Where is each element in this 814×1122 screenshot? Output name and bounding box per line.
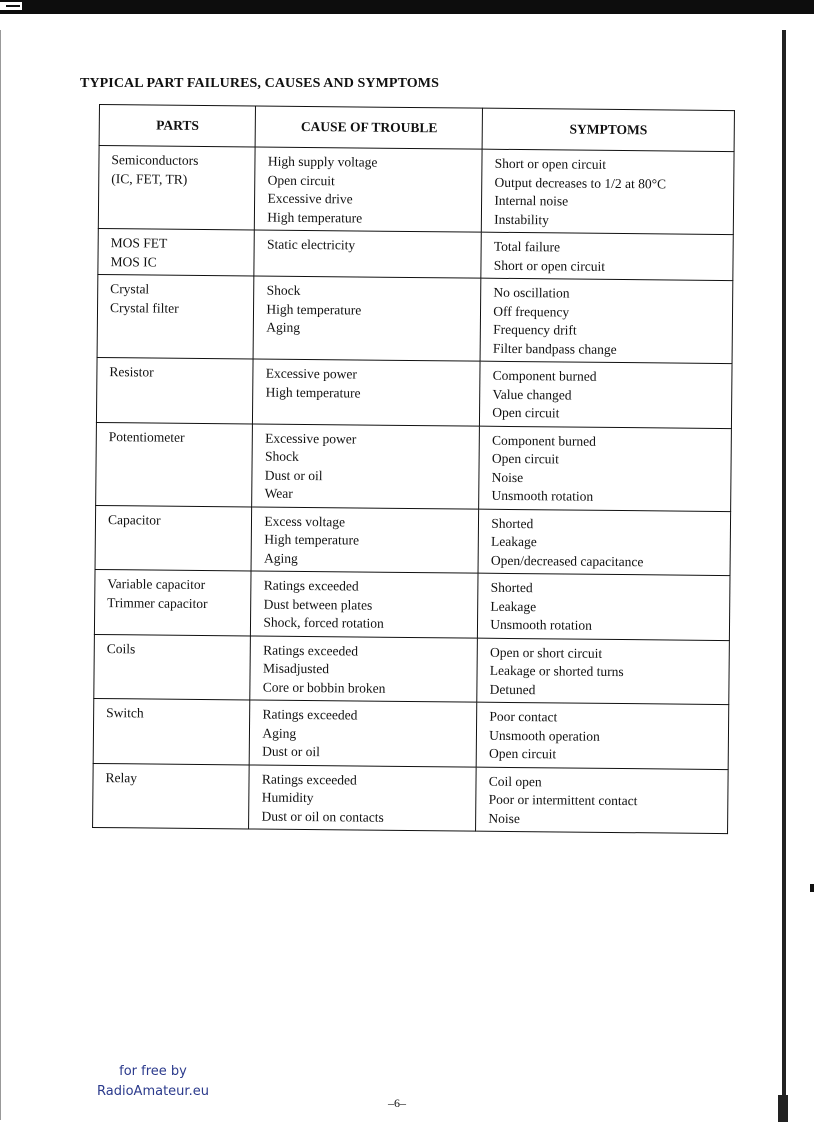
- symptom-line: Total failure: [493, 238, 561, 255]
- credit-link[interactable]: RadioAmateur.eu: [97, 1084, 209, 1099]
- cause-line: Dust or oil on contacts: [261, 808, 384, 825]
- cause-line: Dust between plates: [263, 596, 373, 613]
- cause-cell: [250, 635, 477, 702]
- part-line: Coils: [106, 640, 136, 656]
- scan-right-edge-foot: [778, 1095, 788, 1122]
- symptom-line: Shorted: [490, 579, 533, 596]
- symptom-line: Component burned: [491, 432, 597, 449]
- symptom-cell: [480, 278, 733, 363]
- symptom-line: Coil open: [488, 773, 542, 789]
- symptom-line: Short or open circuit: [493, 257, 606, 274]
- symptom-line: Component burned: [492, 367, 597, 384]
- part-line: Relay: [105, 769, 138, 785]
- symptom-cell: [478, 573, 730, 640]
- symptom-line: Open circuit: [491, 450, 560, 467]
- cause-line: Excess voltage: [264, 513, 346, 529]
- cause-line: High temperature: [264, 531, 360, 548]
- cause-cell: [255, 147, 483, 232]
- symptom-line: Output decreases to 1/2 at 80°C: [494, 174, 667, 191]
- scan-left-edge: [0, 30, 1, 1120]
- symptom-line: Unsmooth rotation: [491, 487, 594, 504]
- symptom-cell: [476, 767, 728, 834]
- cause-cell: [250, 700, 477, 767]
- cause-line: Dust or oil: [262, 743, 321, 760]
- failure-table: [92, 104, 735, 834]
- part-line: Switch: [106, 705, 144, 721]
- cause-line: High supply voltage: [267, 153, 378, 170]
- symptom-line: Leakage or shorted turns: [489, 662, 624, 680]
- cause-line: Shock, forced rotation: [263, 614, 384, 631]
- part-line: Potentiometer: [108, 428, 185, 445]
- footer-credit: [78, 1062, 228, 1102]
- header-symptoms: SYMPTOMS: [482, 108, 734, 151]
- cause-cell: [253, 359, 480, 426]
- symptom-line: Open circuit: [492, 404, 560, 421]
- cause-line: Humidity: [261, 789, 314, 806]
- scan-speck: [810, 884, 814, 892]
- credit-line-1: for free by: [119, 1064, 187, 1079]
- scan-top-border: [0, 0, 814, 14]
- part-cell: [98, 228, 255, 275]
- table-row: [96, 357, 732, 428]
- symptom-line: Open circuit: [488, 745, 557, 762]
- cause-line: Ratings exceeded: [262, 706, 358, 723]
- cause-line: Ratings exceeded: [261, 771, 357, 788]
- part-cell: [95, 505, 252, 571]
- symptom-line: Filter bandpass change: [492, 340, 617, 357]
- cause-line: Ratings exceeded: [263, 642, 359, 659]
- symptom-line: Shorted: [491, 515, 534, 531]
- part-line: Semiconductors: [111, 152, 199, 168]
- cause-cell: [254, 230, 481, 278]
- symptom-cell: [478, 509, 730, 576]
- table-header-row: [99, 105, 734, 152]
- symptom-line: Off frequency: [493, 303, 570, 320]
- part-cell: [94, 634, 251, 700]
- header-parts: PARTS: [99, 105, 256, 147]
- table-body: [93, 146, 735, 834]
- symptom-line: Value changed: [492, 386, 572, 403]
- cause-cell: [253, 276, 481, 361]
- cause-line: Wear: [264, 485, 293, 501]
- cause-line: High temperature: [265, 384, 361, 401]
- symptom-cell: [479, 426, 732, 511]
- table-row: [98, 228, 733, 280]
- table-row: [93, 763, 729, 834]
- table-row: [98, 146, 734, 235]
- symptom-cell: [476, 702, 728, 769]
- symptom-line: Poor contact: [489, 708, 558, 725]
- symptom-line: Open or short circuit: [489, 644, 603, 661]
- cause-cell: [251, 571, 478, 638]
- page-number: –6–: [388, 1096, 406, 1110]
- symptom-line: Unsmooth operation: [489, 727, 600, 744]
- table-row: [94, 569, 730, 640]
- header-cause: CAUSE OF TROUBLE: [256, 106, 483, 149]
- cause-line: Core or bobbin broken: [262, 679, 386, 696]
- scan-right-edge: [782, 30, 786, 1120]
- cause-cell: [249, 764, 476, 831]
- part-cell: [96, 422, 253, 506]
- cause-line: Aging: [262, 725, 297, 741]
- cause-line: Excessive drive: [267, 190, 353, 207]
- cause-line: Excessive power: [265, 365, 357, 382]
- cause-line: Excessive power: [265, 430, 357, 446]
- cause-line: Aging: [263, 550, 298, 566]
- symptom-line: Frequency drift: [493, 321, 577, 338]
- cause-line: Ratings exceeded: [263, 577, 359, 594]
- part-line: (IC, FET, TR): [111, 170, 188, 187]
- symptom-cell: [480, 361, 732, 428]
- cause-line: Aging: [266, 319, 301, 335]
- part-line: Crystal filter: [109, 299, 179, 316]
- symptom-line: Unsmooth rotation: [490, 616, 592, 633]
- symptom-cell: [482, 149, 735, 234]
- symptom-line: Open/decreased capacitance: [490, 552, 644, 569]
- part-cell: [97, 274, 254, 358]
- table-row: [95, 505, 731, 576]
- cause-line: High temperature: [266, 301, 362, 318]
- symptom-line: Detuned: [489, 681, 536, 697]
- part-cell: [93, 763, 250, 829]
- cause-line: Misadjusted: [262, 660, 330, 677]
- table-row: [94, 634, 730, 705]
- part-cell: [93, 698, 250, 764]
- part-cell: [96, 357, 253, 423]
- cause-line: Open circuit: [267, 172, 335, 188]
- symptom-line: Internal noise: [494, 192, 569, 209]
- table-row: [96, 422, 732, 511]
- symptom-line: Noise: [488, 810, 521, 826]
- symptom-line: Instability: [494, 211, 550, 227]
- part-line: Variable capacitor: [107, 576, 206, 593]
- part-line: Resistor: [109, 364, 154, 380]
- symptom-line: No oscillation: [493, 284, 570, 301]
- cause-cell: [251, 506, 478, 573]
- cause-line: Static electricity: [266, 236, 356, 253]
- part-line: Crystal: [110, 281, 150, 297]
- table-row: [93, 698, 729, 769]
- symptom-cell: [477, 638, 729, 705]
- symptom-line: Leakage: [490, 598, 537, 614]
- cause-line: High temperature: [267, 209, 363, 226]
- part-line: Capacitor: [107, 511, 161, 528]
- symptom-line: Poor or intermittent contact: [488, 791, 638, 809]
- page-heading: TYPICAL PART FAILURES, CAUSES AND SYMPTOMS: [80, 76, 439, 91]
- cause-line: Shock: [264, 448, 299, 464]
- part-cell: [94, 569, 251, 635]
- symptom-line: Leakage: [491, 533, 537, 550]
- part-cell: [98, 146, 255, 230]
- part-line: Trimmer capacitor: [107, 594, 208, 611]
- part-line: MOS IC: [110, 253, 157, 270]
- symptom-line: Short or open circuit: [494, 155, 607, 172]
- cause-line: Shock: [266, 282, 301, 298]
- cause-cell: [252, 423, 480, 508]
- symptom-line: Noise: [491, 469, 524, 485]
- cause-line: Dust or oil: [264, 467, 323, 483]
- table-row: [97, 274, 733, 363]
- scan-corner-mark: [0, 2, 22, 10]
- part-line: MOS FET: [110, 235, 168, 251]
- symptom-cell: [481, 232, 733, 280]
